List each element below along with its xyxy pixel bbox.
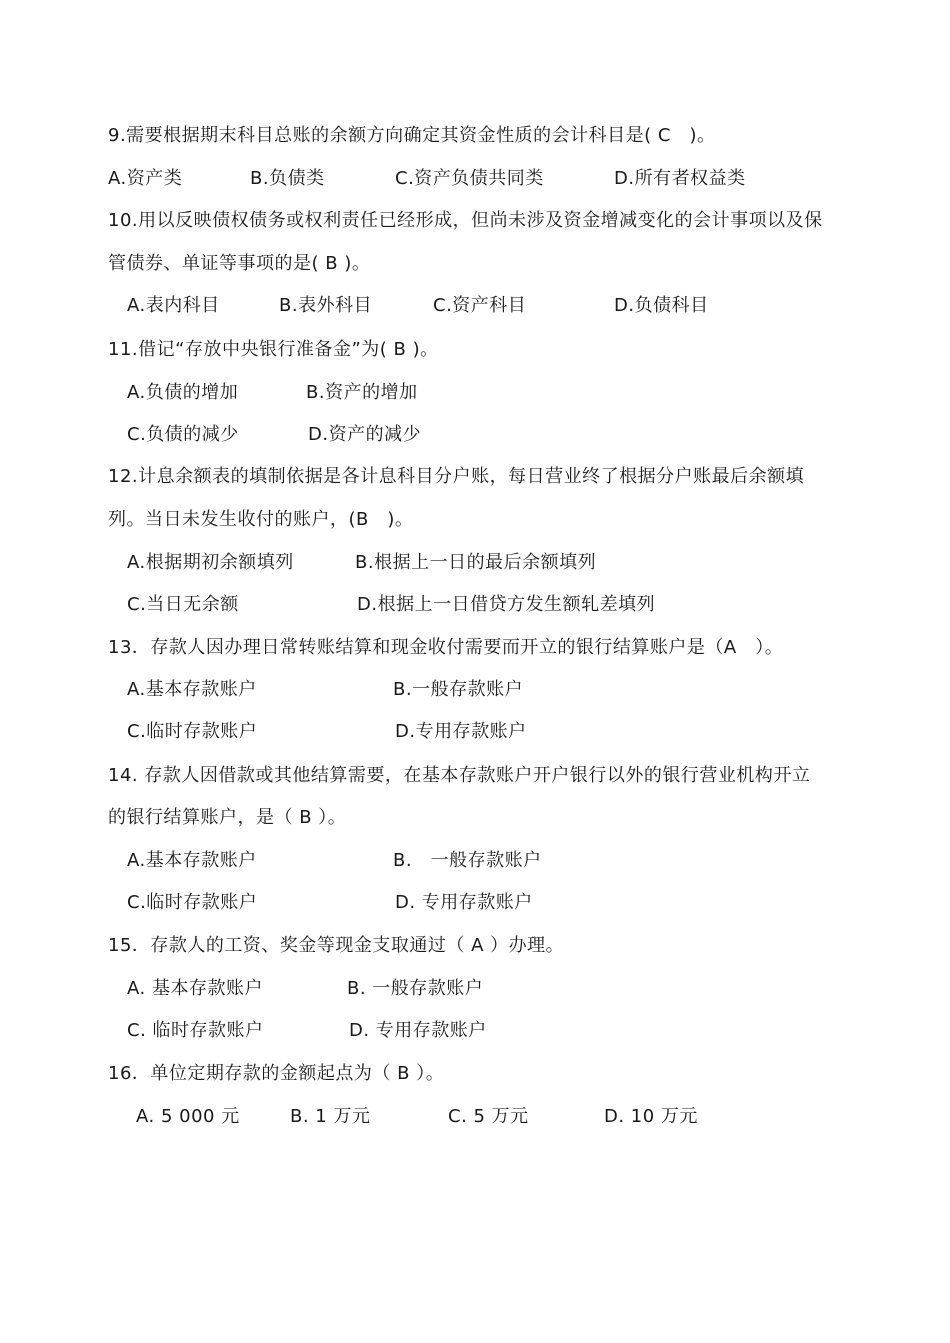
question-14-option-d: D. 专用存款账户 bbox=[395, 892, 533, 913]
question-12-stem-line-2: 列。当日未发生收付的账户，(B )。 bbox=[108, 509, 414, 530]
question-10-option-c: C.资产科目 bbox=[433, 295, 527, 316]
question-9-option-d: D.所有者权益类 bbox=[614, 168, 746, 189]
question-10-option-b: B.表外科目 bbox=[279, 295, 373, 316]
question-9-stem: 9.需要根据期末科目总账的余额方向确定其资金性质的会计科目是( C )。 bbox=[108, 125, 716, 146]
question-13-option-d: D.专用存款账户 bbox=[395, 721, 527, 742]
question-12-option-d: D.根据上一日借贷方发生额轧差填列 bbox=[357, 594, 656, 615]
question-16-option-d: D. 10 万元 bbox=[604, 1106, 698, 1127]
question-14-option-c: C.临时存款账户 bbox=[127, 892, 258, 913]
question-12-option-a: A.根据期初余额填列 bbox=[127, 552, 294, 573]
question-13-stem: 13．存款人因办理日常转账结算和现金收付需要而开立的银行结算账户是（A ）。 bbox=[108, 637, 784, 658]
question-15-option-b: B. 一般存款账户 bbox=[347, 978, 484, 999]
question-15-option-d: D. 专用存款账户 bbox=[349, 1020, 487, 1041]
question-14-stem-line-1: 14. 存款人因借款或其他结算需要，在基本存款账户开户银行以外的银行营业机构开立 bbox=[108, 765, 811, 786]
question-9-option-c: C.资产负债共同类 bbox=[395, 168, 544, 189]
question-9-option-b: B.负债类 bbox=[250, 168, 325, 189]
question-13-option-b: B.一般存款账户 bbox=[393, 679, 524, 700]
question-11-stem: 11.借记“存放中央银行准备金”为( B )。 bbox=[108, 339, 439, 360]
question-10-stem-line-1: 10.用以反映债权债务或权利责任已经形成，但尚未涉及资金增减变化的会计事项以及保 bbox=[108, 210, 823, 231]
question-15-option-c: C. 临时存款账户 bbox=[127, 1020, 264, 1041]
question-14-option-b: B. 一般存款账户 bbox=[393, 850, 542, 871]
question-10-option-a: A.表内科目 bbox=[127, 295, 220, 316]
question-16-option-c: C. 5 万元 bbox=[448, 1106, 529, 1127]
question-13-option-c: C.临时存款账户 bbox=[127, 721, 258, 742]
question-14-stem-line-2: 的银行结算账户，是（ B ）。 bbox=[108, 807, 347, 828]
question-14-option-a: A.基本存款账户 bbox=[127, 850, 257, 871]
question-16-stem: 16．单位定期存款的金额起点为（ B ）。 bbox=[108, 1063, 445, 1084]
question-9-option-a: A.资产类 bbox=[108, 168, 183, 189]
question-12-stem-line-1: 12.计息余额表的填制依据是各计息科目分户账，每日营业终了根据分户账最后余额填 bbox=[108, 466, 805, 487]
question-16-option-b: B. 1 万元 bbox=[290, 1106, 371, 1127]
question-12-option-b: B.根据上一日的最后余额填列 bbox=[355, 552, 597, 573]
question-11-option-b: B.资产的增加 bbox=[306, 382, 418, 403]
question-10-stem-line-2: 管债券、单证等事项的是( B )。 bbox=[108, 253, 371, 274]
question-16-option-a: A. 5 000 元 bbox=[136, 1106, 240, 1127]
question-11-option-a: A.负债的增加 bbox=[127, 382, 239, 403]
question-15-stem: 15．存款人的工资、奖金等现金支取通过（ A ）办理。 bbox=[108, 935, 565, 956]
question-11-option-d: D.资产的减少 bbox=[308, 424, 422, 445]
question-13-option-a: A.基本存款账户 bbox=[127, 679, 257, 700]
question-10-option-d: D.负债科目 bbox=[614, 295, 709, 316]
question-11-option-c: C.负债的减少 bbox=[127, 424, 239, 445]
question-12-option-c: C.当日无余额 bbox=[127, 594, 239, 615]
question-15-option-a: A. 基本存款账户 bbox=[127, 978, 263, 999]
